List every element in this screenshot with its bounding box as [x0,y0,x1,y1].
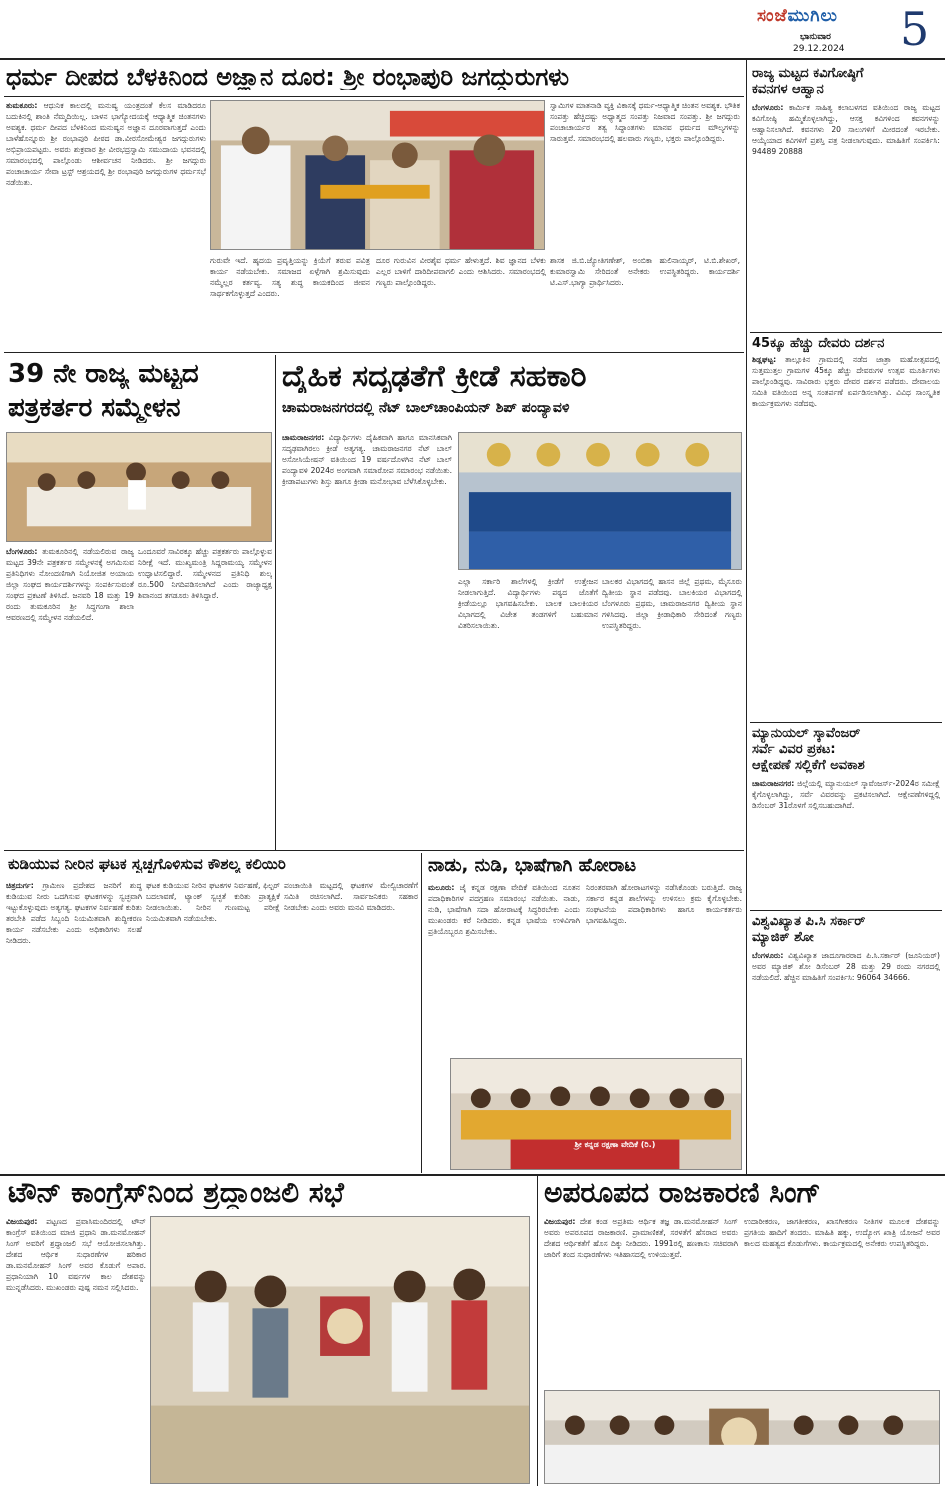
story4-dateline: ಚಿತ್ರದುರ್ಗ: [6,881,34,890]
story2-headline-line1: 39 ನೇ ರಾಜ್ಯ ಮಟ್ಟದ [8,360,199,389]
sidebar-item1-headline [752,66,940,98]
story1-bottom-rule [4,352,744,353]
sidebar-item4-body [752,950,940,1168]
story7-dateline: ವಿಜಯಪುರ: [544,1217,576,1226]
story6-body [6,1216,146,1484]
sidebar-item1-body-text: ಕಾರ್ಮಿಕ ಸಾಹಿತ್ಯ ಕಲಾಬಳಗದ ವತಿಯಿಂದ ರಾಜ್ಯ ಮಟ್ಟದ ಕವಿಗೋಷ್ಠಿ ಹಮ್ಮಿಕೊಳ್ಳಲಾಗಿದ್ದು, ಆಸಕ್ತ ಕವಿಗಳಿಂದ ಕವನಗಳನ್ನು ಆಹ್ವಾನಿಸಲಾಗಿದೆ. ಕವನಗಳು 20 ಸಾಲುಗಳಿಗೆ ಮೀರದಂತೆ ಇರಬೇಕು. ಆಯ್ಕೆಯಾದ ಕವಿಗಳಿಗೆ ಪ್ರಶಸ್ತಿ ಪತ್ರ ನೀಡಲಾಗುವುದು. ಮಾಹಿತಿಗೆ ಸಂಪರ್ಕಿಸಿ: 94489 20888 [752,103,940,156]
story1-body-left-text: ಆಧುನಿಕ ಕಾಲದಲ್ಲಿ ಮನುಷ್ಯ ಯಂತ್ರದಂತೆ ಕೆಲಸ ಮಾಡಿದರೂ ಬದುಕಿನಲ್ಲಿ ಶಾಂತಿ ನೆಮ್ಮದಿಯಿಲ್ಲ. ಬಾಳನ ಭಾಗ್ಯೋದಯಕ್ಕೆ ಆಧ್ಯಾತ್ಮಿಕ ಚಿಂತನಗಳು ಅವಶ್ಯಕ. ಧರ್ಮ ದೀಪದ ಬೆಳಕಿನಿಂದ ಮನುಷ್ಯನ ಅಜ್ಞಾನ ದೂರವಾಗುತ್ತದೆ ಎಂದು ಬಾಳೆಹೊನ್ನೂರು ಶ್ರೀ ರಂಭಾಪುರಿ ಪೀಠದ ಡಾ.ವೀರಸೋಮೇಶ್ವರ ಜಗದ್ಗುರುಗಳು ಅಭಿಪ್ರಾಯಪಟ್ಟರು. ಅವರು ಶುಕ್ರವಾರ ಶ್ರೀ ವೀರಭದ್ರಸ್ವಾಮಿ ಸಮುದಾಯ ಭವನದಲ್ಲಿ ಸಮಾರಂಭದಲ್ಲಿ ಪಾಲ್ಗೊಂಡು ಆಶೀರ್ವಚನ ನೀಡಿದರು. ಶ್ರೀ ಜಗದ್ಗುರು ಪಂಚಾಚಾರ್ಯ ಸೇವಾ ಟ್ರಸ್ಟ್ ಆಶ್ರಯದಲ್ಲಿ ಶ್ರೀ ರಂಭಾಪುರಿ ಜಗದ್ಗುರುಗಳ ಧರ್ಮಸಭೆ ನಡೆಯಿತು. [6,101,206,187]
sidebar-rule-3 [750,910,942,911]
story5-dateline: ಮಲೂರು: [428,883,455,892]
sidebar-item4-head-line2: ಮ್ಯಾಜಿಕ್ ಶೋ [752,930,814,945]
bottom-section-rule [0,1174,945,1176]
story3-subhead: ಚಾಮರಾಜನಗರದಲ್ಲಿ ನೆಟ್ ಬಾಲ್‌ಚಾಂಪಿಯನ್ ಶಿಪ್ ಪಂದ್ಯಾವಳಿ [282,400,570,416]
story1-body-mid2: ದೂರ ಗುರುವಿನ ವೀರಶೈವ ಧರ್ಮ ಹೇಳುತ್ತದೆ. ಶಿವ ಜ್ಞಾನದ ಬೆಳಕು ಎಲ್ಲರ ಬಾಳಿಗೆ ದಾರಿದೀಪವಾಗಲಿ ಎಂದು ಆಶಿಸಿದರು. ಸಮಾರಂಭದಲ್ಲಿ ಗಣ್ಯರು ಪಾಲ್ಗೊಂಡಿದ್ದರು. [376,256,546,287]
story3-body-right: ಬಾಲಕರ ವಿಭಾಗದಲ್ಲಿ ಹಾಸನ ಜಿಲ್ಲೆ ಪ್ರಥಮ, ಮೈಸೂರು ದ್ವಿತೀಯ ಸ್ಥಾನ ಪಡೆದವು. ಬಾಲಕಿಯರ ವಿಭಾಗದಲ್ಲಿ ಬೆಂಗಳೂರು ಪ್ರಥಮ, ಚಾಮರಾಜನಗರ ದ್ವಿತೀಯ ಸ್ಥಾನ ಗಳಿಸಿದವು. ಜಿಲ್ಲಾ ಕ್ರೀಡಾಧಿಕಾರಿ ಸೇರಿದಂತೆ ಗಣ್ಯರು ಉಪಸ್ಥಿತರಿದ್ದರು. [602,577,742,630]
story1-body-mid: ಗುರುವೇ ಇದೆ. ಹೃದಯ ಪ್ರವೃತ್ತಿಯನ್ನು ಕ್ರಿಯೆಗೆ ತರುವ ಪವಿತ್ರ ಕಾರ್ಯ ನಡೆಯಬೇಕು. ಸಮಾಜದ ಏಳ್ಗೆಗಾಗಿ ಶ್ರಮಿಸುವುದು ನಮ್ಮೆಲ್ಲರ ಕರ್ತವ್ಯ. ಸತ್ಯ ಶುದ್ಧ ಕಾಯಕದಿಂದ ಜೀವನ ಸಾರ್ಥಕಗೊಳ್ಳುತ್ತದೆ ಎಂದರು. [210,256,370,298]
sidebar-item3-body [752,778,940,908]
story5-body-right: ನಿರಂತರವಾಗಿ ಹೋರಾಟಗಳನ್ನು ನಡೆಸಿಕೊಂಡು ಬರುತ್ತಿದೆ. ರಾಜ್ಯ ಸರ್ಕಾರ ಕನ್ನಡ ಶಾಲೆಗಳನ್ನು ಉಳಿಸಲು ಕ್ರಮ ಕೈಗೊಳ್ಳಬೇಕು. ಸಂಘಟನೆಯ ಪದಾಧಿಕಾರಿಗಳು ಹಾಗೂ ಕಾರ್ಯಕರ್ತರು ಭಾಗವಹಿಸಿದ್ದರು. [586,883,742,925]
story5-body-left [428,882,580,1052]
story2-headline-line2: ಪತ್ರಕರ್ತರ ಸಮ್ಮೇಳನ [8,394,181,423]
story4-headline: ಕುಡಿಯುವ ನೀರಿನ ಘಟಕ ಸ್ವಚ್ಛಗೊಳಿಸುವ ಕೌಶಲ್ಯ ಕಲಿಯಿರಿ [8,856,286,873]
story7-photo [544,1390,940,1484]
sidebar-item3-headline [752,726,940,774]
story6-photo [150,1216,530,1484]
story1-body-right2: ಶಾಸಕ ಜಿ.ಬಿ.ಜ್ಯೋತಿಗಣೇಶ್, ಅಂಬಿಕಾ ಹುಲಿನಾಯ್ಕರ್, ಟಿ.ಬಿ.ಶೇಖರ್, ಕುಮಾರಸ್ವಾಮಿ ಸೇರಿದಂತೆ ಅನೇಕರು ಉಪಸ್ಥಿತರಿದ್ದರು. ಕಾರ್ಯದರ್ಶಿ ಟಿ.ಎಸ್.ಭಾಗ್ಯಾ ಪ್ರಾರ್ಥಿಸಿದರು. [550,256,740,287]
story7-headline: ಅಪರೂಪದ ರಾಜಕಾರಣಿ ಸಿಂಗ್ [544,1178,821,1209]
sidebar-item2-body-text: ತಾಲ್ಲೂಕಿನ ಗ್ರಾಮದಲ್ಲಿ ನಡೆದ ಜಾತ್ರಾ ಮಹೋತ್ಸವದಲ್ಲಿ ಸುತ್ತಮುತ್ತಲ ಗ್ರಾಮಗಳ 45ಕ್ಕೂ ಹೆಚ್ಚು ದೇವರುಗಳ ಉತ್ಸವ ಮೂರ್ತಿಗಳು ಪಾಲ್ಗೊಂಡಿದ್ದವು. ಸಾವಿರಾರು ಭಕ್ತರು ದೇವರ ದರ್ಶನ ಪಡೆದರು. ದೇವಾಲಯ ಸಮಿತಿ ವತಿಯಿಂದ ಅನ್ನ ಸಂತರ್ಪಣೆ ಏರ್ಪಡಿಸಲಾಗಿತ್ತು. ವಿವಿಧ ಸಾಂಸ್ಕೃತಿಕ ಕಾರ್ಯಕ್ರಮಗಳು ನಡೆದವು. [752,355,940,408]
sidebar-item1-dateline: ಬೆಂಗಳೂರು: [752,103,784,112]
story1-body-left [6,100,206,350]
story3-body-left-text: ವಿದ್ಯಾರ್ಥಿಗಳು ದೈಹಿಕವಾಗಿ ಹಾಗೂ ಮಾನಸಿಕವಾಗಿ ಸದೃಢವಾಗಿರಲು ಕ್ರೀಡೆ ಅತ್ಯಗತ್ಯ. ಚಾಮರಾಜನಗರ ನೆಟ್ ಬಾಲ್ ಅಸೋಸಿಯೇಷನ್ ವತಿಯಿಂದ 19 ವರ್ಷದೊಳಗಿನ ನೆಟ್ ಬಾಲ್ ಪಂದ್ಯಾವಳಿ 2024ರ ಅಂಗವಾಗಿ ಸಮಾರೋಪ ಸಮಾರಂಭ ನಡೆಯಿತು. ಕ್ರೀಡಾಪಟುಗಳು ಶಿಸ್ತು ಹಾಗೂ ಕ್ರೀಡಾ ಮನೋಭಾವ ಬೆಳೆಸಿಕೊಳ್ಳಬೇಕು. [282,433,452,486]
story4-body-right: ಪಂಚಾಯಿತಿ ಮಟ್ಟದಲ್ಲಿ ಘಟಕಗಳ ಮೇಲ್ವಿಚಾರಣೆಗೆ ಸಮಿತಿ ರಚಿಸಲಾಗಿದೆ. ಸಾರ್ವಜನಿಕರು ಸಹಕಾರ ನೀಡಬೇಕು ಎಂದು ಅವರು ಮನವಿ ಮಾಡಿದರು. [284,881,418,912]
story3-body-mid: ಎಲ್ಲಾ ಸರ್ಕಾರಿ ಶಾಲೆಗಳಲ್ಲಿ ಕ್ರೀಡೆಗೆ ಉತ್ತೇಜನ ನೀಡಲಾಗುತ್ತಿದೆ. ವಿದ್ಯಾರ್ಥಿಗಳು ಪಠ್ಯದ ಜೊತೆಗೆ ಕ್ರೀಡೆಯಲ್ಲೂ ಭಾಗವಹಿಸಬೇಕು. ಬಾಲಕ ಬಾಲಕಿಯರ ವಿಭಾಗದಲ್ಲಿ ವಿಜೇತ ತಂಡಗಳಿಗೆ ಬಹುಮಾನ ವಿತರಿಸಲಾಯಿತು. [458,577,598,630]
sidebar-item3-body-text: ಜಿಲ್ಲೆಯಲ್ಲಿ ಮ್ಯಾನುಯಲ್ ಸ್ಕಾವೆಂಜರ್ಸ್-2024ರ ಸಮೀಕ್ಷೆ ಕೈಗೊಳ್ಳಲಾಗಿದ್ದು, ಸರ್ವೆ ವಿವರವನ್ನು ಪ್ರಕಟಿಸಲಾಗಿದೆ. ಆಕ್ಷೇಪಣೆಗಳಿದ್ದಲ್ಲಿ ಡಿಸೆಂಬರ್ 31ರೊಳಗೆ ಸಲ್ಲಿಸಬಹುದಾಗಿದೆ. [752,779,940,810]
sidebar-divider [746,60,747,1174]
story6-dateline: ವಿಜಯಪುರ: [6,1217,38,1226]
sidebar-item4-body-text: ವಿಶ್ವವಿಖ್ಯಾತ ಜಾದೂಗಾರರಾದ ಪಿ.ಸಿ.ಸರ್ಕಾರ್ (ಜೂನಿಯರ್) ಅವರ ಮ್ಯಾಜಿಕ್ ಶೋ ಡಿಸೆಂಬರ್ 28 ಮತ್ತು 29 ರಂದು ನಗರದಲ್ಲಿ ನಡೆಯಲಿದೆ. ಹೆಚ್ಚಿನ ಮಾಹಿತಿಗೆ ಸಂಪರ್ಕಿಸಿ: 96064 34666. [752,951,940,982]
story2-dateline: ಬೆಂಗಳೂರು: [6,547,38,556]
story1-dateline: ತುಮಕೂರು: [6,101,38,110]
story4-body-left [6,880,142,1170]
story2-body-left [6,546,134,846]
sidebar-item2-headline: 45ಕ್ಕೂ ಹೆಚ್ಚು ದೇವರು ದರ್ಶನ [752,336,885,351]
sidebar-item1-head-line1: ರಾಜ್ಯ ಮಟ್ಟದ ಕವಿಗೋಷ್ಠಿಗೆ [752,66,864,81]
story5-body-left-text: ಜೈ ಕನ್ನಡ ರಕ್ಷಣಾ ವೇದಿಕೆ ವತಿಯಿಂದ ನೂತನ ಪದಾಧಿಕಾರಿಗಳ ಪದಗ್ರಹಣ ಸಮಾರಂಭ ನಡೆಯಿತು. ನಾಡು, ನುಡಿ, ಭಾಷೆಗಾಗಿ ಸದಾ ಹೋರಾಟಕ್ಕೆ ಸಿದ್ಧರಿರಬೇಕು ಎಂದು ಮುಖಂಡರು ಕರೆ ನೀಡಿದರು. ಕನ್ನಡ ಭಾಷೆಯ ಉಳಿವಿಗಾಗಿ ಪ್ರತಿಯೊಬ್ಬರೂ ಶ್ರಮಿಸಬೇಕು. [428,883,580,936]
sidebar-item3-head-line2: ಸರ್ವೆ ವಿವರ ಪ್ರಕಟ: [752,742,836,757]
story1-photo [210,100,545,250]
sidebar-rule-1 [750,332,942,333]
story5-banner-text: ಶ್ರೀ ಕನ್ನಡ ರಕ್ಷಣಾ ವೇದಿಕೆ (ರಿ.) [574,1140,656,1149]
sidebar-item3-head-line3: ಆಕ್ಷೇಪಣೆ ಸಲ್ಲಿಕೆಗೆ ಅವಕಾಶ [752,758,865,773]
story5-headline: ನಾಡು, ನುಡಿ, ಭಾಷೆಗಾಗಿ ಹೋರಾಟ [428,856,637,876]
sidebar-item3-head-line1: ಮ್ಯಾನುಯಲ್ ಸ್ಕಾವೆಂಜರ್ [752,726,861,741]
sidebar-item1-head-line2: ಕವನಗಳ ಆಹ್ವಾನ [752,82,824,97]
masthead-date: 29.12.2024 [793,44,845,54]
page-number: 5 [900,2,930,56]
story2-body-right: ಒಂದೂವರೆ ಸಾವಿರಕ್ಕೂ ಹೆಚ್ಚು ಪತ್ರಕರ್ತರು ಪಾಲ್ಗೊಳ್ಳುವ ನಿರೀಕ್ಷೆ ಇದೆ. ಮುಖ್ಯಮಂತ್ರಿ ಸಿದ್ದರಾಮಯ್ಯ ಸಮ್ಮೇಳನ ಉದ್ಘಾಟಿಸಲಿದ್ದಾರೆ. ಸಮ್ಮೇಳನದ ಪ್ರತಿನಿಧಿ ಶುಲ್ಕ ರೂ.500 ನಿಗದಿಪಡಿಸಲಾಗಿದೆ ಎಂದು ರಾಜ್ಯಾಧ್ಯಕ್ಷ ಶಿವಾನಂದ ತಗಡೂರು ತಿಳಿಸಿದ್ದಾರೆ. [138,547,272,600]
masthead-day: ಭಾನುವಾರ [800,32,831,42]
story2-photo [6,432,272,542]
sidebar-item1-body [752,102,940,330]
sidebar-item2-dateline: ಶಿಡ್ಲಘಟ್ಟ: [752,355,777,364]
story2-column-divider [275,355,276,850]
story1-body-right: ಸ್ವಾಮಿಗಳ ಮಾತನಾಡಿ ವ್ಯಕ್ತಿ ವಿಕಾಸಕ್ಕೆ ಧರ್ಮ-ಆಧ್ಯಾತ್ಮಿಕ ಚಿಂತನ ಅವಶ್ಯಕ. ಭೌತಿಕ ಸಂಪತ್ತು ಹೆಚ್ಚಿದಷ್ಟು ಅಧ್ಯಾತ್ಮದ ಸಂಪತ್ತು ನಿಜವಾದ ಸಂಪತ್ತು. ಶ್ರೀ ಜಗದ್ಗುರು ಪಂಚಾಚಾರ್ಯರ ತತ್ವ ಸಿದ್ಧಾಂತಗಳು ಮಾನವ ಧರ್ಮದ ಮೌಲ್ಯಗಳನ್ನು ಸಾರುತ್ತವೆ. ಸಮಾರಂಭದಲ್ಲಿ ಹಲವಾರು ಗಣ್ಯರು, ಭಕ್ತರು ಪಾಲ್ಗೊಂಡಿದ್ದರು. [550,101,740,143]
story1-underline [4,96,744,97]
story3-headline: ದೈಹಿಕ ಸದೃಢತೆಗೆ ಕ್ರೀಡೆ ಸಹಕಾರಿ [282,360,587,393]
story5-photo [450,1058,742,1170]
story7-body-right: ಉದಾರೀಕರಣ, ಜಾಗತೀಕರಣ, ಖಾಸಗೀಕರಣ ನೀತಿಗಳ ಮೂಲಕ ದೇಶವನ್ನು ಪ್ರಗತಿಯ ಹಾದಿಗೆ ತಂದರು. ಮಾಹಿತಿ ಹಕ್ಕು, ಉದ್ಯೋಗ ಖಾತ್ರಿ ಯೋಜನೆ ಅವರ ಕಾಲದ ಮಹತ್ವದ ಕೊಡುಗೆಗಳು. ಕಾರ್ಯಕ್ರಮದಲ್ಲಿ ಅನೇಕರು ಉಪಸ್ಥಿತರಿದ್ದರು. [744,1217,940,1248]
story4-column-divider [421,853,422,1173]
sidebar-item4-headline [752,914,940,946]
sidebar-item2-body [752,354,940,720]
story6-body-text: ಪಟ್ಟಣದ ಪ್ರವಾಸಿಮಂದಿರದಲ್ಲಿ ಟೌನ್ ಕಾಂಗ್ರೆಸ್ ವತಿಯಿಂದ ಮಾಜಿ ಪ್ರಧಾನಿ ಡಾ.ಮನಮೋಹನ್ ಸಿಂಗ್ ಅವರಿಗೆ ಶ್ರದ್ಧಾಂಜಲಿ ಸಭೆ ಆಯೋಜಿಸಲಾಗಿತ್ತು. ದೇಶದ ಆರ್ಥಿಕ ಸುಧಾರಣೆಗಳ ಹರಿಕಾರ ಡಾ.ಮನಮೋಹನ್ ಸಿಂಗ್ ಅವರ ಕೊಡುಗೆ ಅಪಾರ. ಪ್ರಧಾನಿಯಾಗಿ 10 ವರ್ಷಗಳ ಕಾಲ ದೇಶವನ್ನು ಮುನ್ನಡೆಸಿದರು. ಮುಖಂಡರು ಪುಷ್ಪ ನಮನ ಸಲ್ಲಿಸಿದರು. [6,1217,146,1292]
story2-body-left-text: ತುಮಕೂರಿನಲ್ಲಿ ನಡೆಯಲಿರುವ ರಾಜ್ಯ ಮಟ್ಟದ 39ನೇ ಪತ್ರಕರ್ತರ ಸಮ್ಮೇಳನಕ್ಕೆ ಅಗಮಿಸುವ ಪ್ರತಿನಿಧಿಗಳು ನೋಂದಣಿಗಾಗಿ ನಿಯೋಜಿತ ಅಯಾಯ ಜಿಲ್ಲಾ ಸಂಘದ ಕಾರ್ಯದರ್ಶಿಗಳನ್ನು ಸಂಪರ್ಕಿಸುವಂತೆ ಸಂಘದ ಪ್ರಕಟಣೆ ತಿಳಿಸಿದೆ. ಜನವರಿ 18 ಮತ್ತು 19 ರಂದು ತುಮಕೂರಿನ ಶ್ರೀ ಸಿದ್ಧಗಂಗಾ ಶಾಲಾ ಆವರಣದಲ್ಲಿ ಸಮ್ಮೇಳನ ನಡೆಯಲಿದೆ. [6,547,134,622]
story3-body-left [282,432,452,846]
masthead-logo [757,6,838,26]
story4-body-mid: ಘಟಕ ಕುಡಿಯುವ ನೀರಿನ ಘಟಕಗಳ ನಿರ್ವಹಣೆ, ಫಿಲ್ಟರ್ ಬದಲಾವಣೆ, ಟ್ಯಾಂಕ್ ಸ್ವಚ್ಛತೆ ಕುರಿತು ಪ್ರಾತ್ಯಕ್ಷಿಕೆ ನೀಡಲಾಯಿತು. ನೀರಿನ ಗುಣಮಟ್ಟ ಪರೀಕ್ಷೆ ನಿಯಮಿತವಾಗಿ ನಡೆಯಬೇಕು. [146,881,280,923]
sidebar-item3-dateline: ಚಾಮರಾಜನಗರ: [752,779,795,788]
story4-body-left-text: ಗ್ರಾಮೀಣ ಪ್ರದೇಶದ ಜನರಿಗೆ ಶುದ್ಧ ಕುಡಿಯುವ ನೀರು ಒದಗಿಸುವ ಘಟಕಗಳನ್ನು ಸ್ವಚ್ಛವಾಗಿ ಇಟ್ಟುಕೊಳ್ಳುವುದು ಅತ್ಯಗತ್ಯ. ಘಟಕಗಳ ನಿರ್ವಹಣೆ ಕುರಿತು ತರಬೇತಿ ಪಡೆದ ಸಿಬ್ಬಂದಿ ನಿಯಮಿತವಾಗಿ ಶುದ್ಧೀಕರಣ ಕಾರ್ಯ ನಡೆಸಬೇಕು ಎಂದು ಅಧಿಕಾರಿಗಳು ಸಲಹೆ ನೀಡಿದರು. [6,881,142,945]
story3-photo [458,432,742,570]
sidebar-item4-dateline: ಬೆಂಗಳೂರು: [752,951,784,960]
story7-body-left [544,1216,738,1384]
mid-page-rule [4,850,744,851]
story1-headline: ಧರ್ಮ ದೀಪದ ಬೆಳಕಿನಿಂದ ಅಜ್ಞಾನ ದೂರ: ಶ್ರೀ ರಂಭಾಪುರಿ ಜಗದ್ಗುರುಗಳು [6,64,569,91]
story7-body-left-text: ದೇಶ ಕಂಡ ಅಪ್ರತಿಮ ಆರ್ಥಿಕ ತಜ್ಞ ಡಾ.ಮನಮೋಹನ್ ಸಿಂಗ್ ಅವರು ಅಪರೂಪದ ರಾಜಕಾರಣಿ. ಪ್ರಾಮಾಣಿಕತೆ, ಸರಳತೆಗೆ ಹೆಸರಾದ ಅವರು ದೇಶದ ಆರ್ಥಿಕತೆಗೆ ಹೊಸ ದಿಕ್ಕು ನೀಡಿದರು. 1991ರಲ್ಲಿ ಹಣಕಾಸು ಸಚಿವರಾಗಿ ಜಾರಿಗೆ ತಂದ ಸುಧಾರಣೆಗಳು ಇತಿಹಾಸದಲ್ಲಿ ಉಳಿಯುತ್ತವೆ. [544,1217,738,1259]
sidebar-rule-2 [750,722,942,723]
story6-headline: ಟೌನ್ ಕಾಂಗ್ರೆಸ್‌ನಿಂದ ಶ್ರದ್ಧಾಂಜಲಿ ಸಭೆ [8,1178,344,1209]
story3-dateline: ಚಾಮರಾಜನಗರ: [282,433,325,442]
masthead-divider [0,58,945,60]
sidebar-item4-head-line1: ವಿಶ್ವವಿಖ್ಯಾತ ಪಿ.ಸಿ ಸರ್ಕಾರ್ [752,914,866,929]
story6-column-divider [537,1176,538,1486]
logo-part-1: ಸಂಜೆ [757,6,788,26]
logo-part-2: ಮುಗಿಲು [787,6,838,26]
